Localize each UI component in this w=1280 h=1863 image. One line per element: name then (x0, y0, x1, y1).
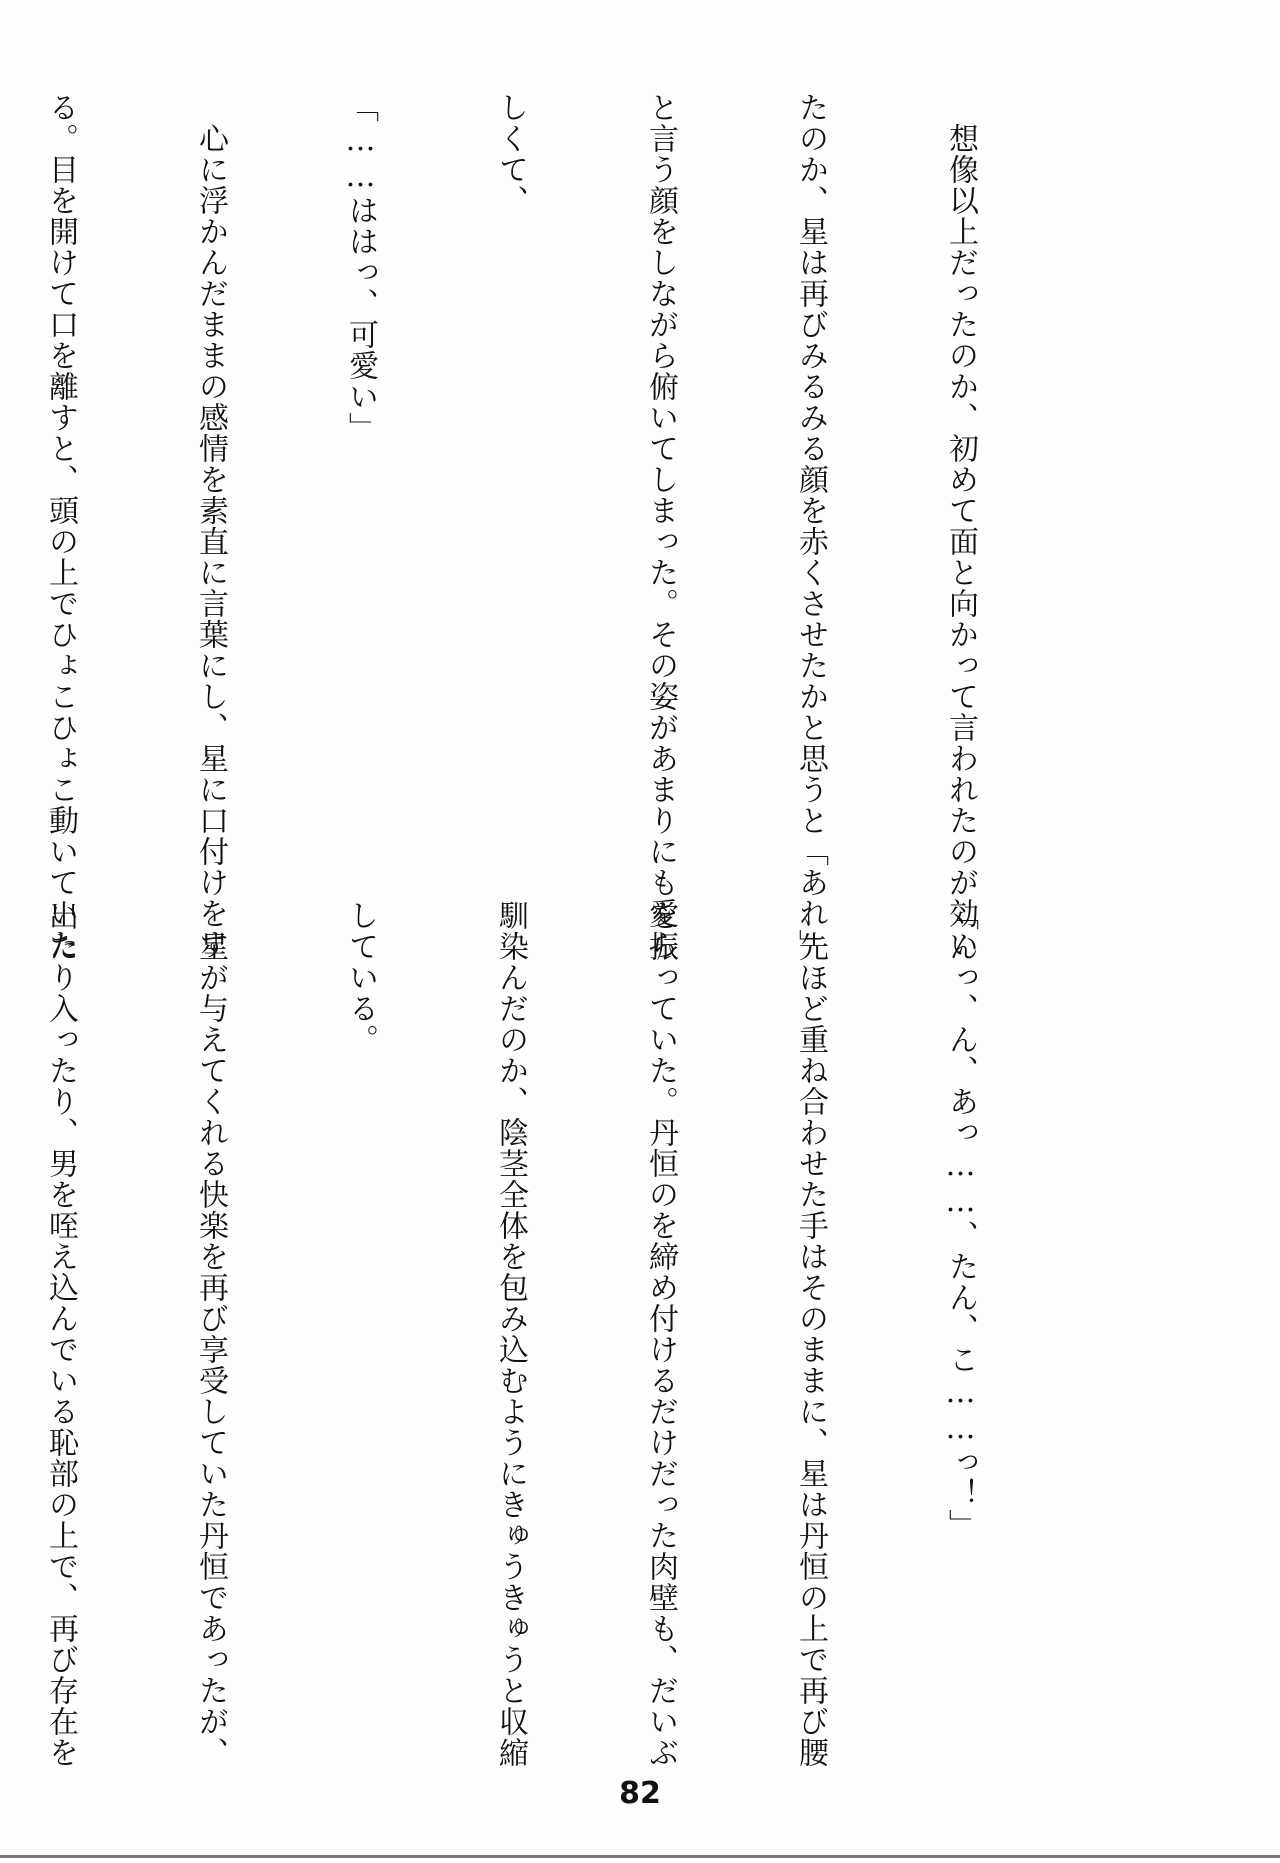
scan-edge-line (0, 1855, 1280, 1858)
text-column: 星が与えてくれる快楽を再び享受していた丹恒であったが、 (193, 900, 228, 1768)
text-block-upper (43, 92, 1085, 960)
text-column: 「んっ、ん、あっ……、たん、こ……っ！」 (943, 900, 978, 1540)
text-column: 想像以上だったのか、初めて面と向かって言われたのが効い (943, 92, 978, 960)
text-block-lower (43, 900, 1085, 1768)
text-column: 心に浮かんだままの感情を素直に言葉にし、星に口付けをす (193, 92, 228, 960)
text-column: している。 (343, 900, 378, 1055)
text-column: 出たり入ったり、男を咥え込んでいる恥部の上で、再び存在を (43, 900, 78, 1768)
text-column: たのか、星は再びみるみる顔を赤くさせたかと思うと「あれ」 (793, 92, 828, 960)
text-column: しくて、 (493, 92, 528, 216)
page-number: 82 (619, 1776, 661, 1811)
text-column: を振っていた。丹恒のを締め付けるだけだった肉壁も、だいぶ (643, 900, 678, 1768)
text-column: 馴染んだのか、陰茎全体を包み込むようにきゅうきゅうと収縮 (493, 900, 528, 1768)
text-column: 先ほど重ね合わせた手はそのままに、星は丹恒の上で再び腰 (793, 900, 828, 1768)
text-column: る。目を開けて口を離すと、頭の上でひょこひょこ動いていた (43, 92, 78, 960)
text-column: 「……ははっ、可愛い」 (343, 92, 378, 443)
text-column: と言う顔をしながら俯いてしまった。その姿があまりにも愛ら (643, 92, 678, 960)
